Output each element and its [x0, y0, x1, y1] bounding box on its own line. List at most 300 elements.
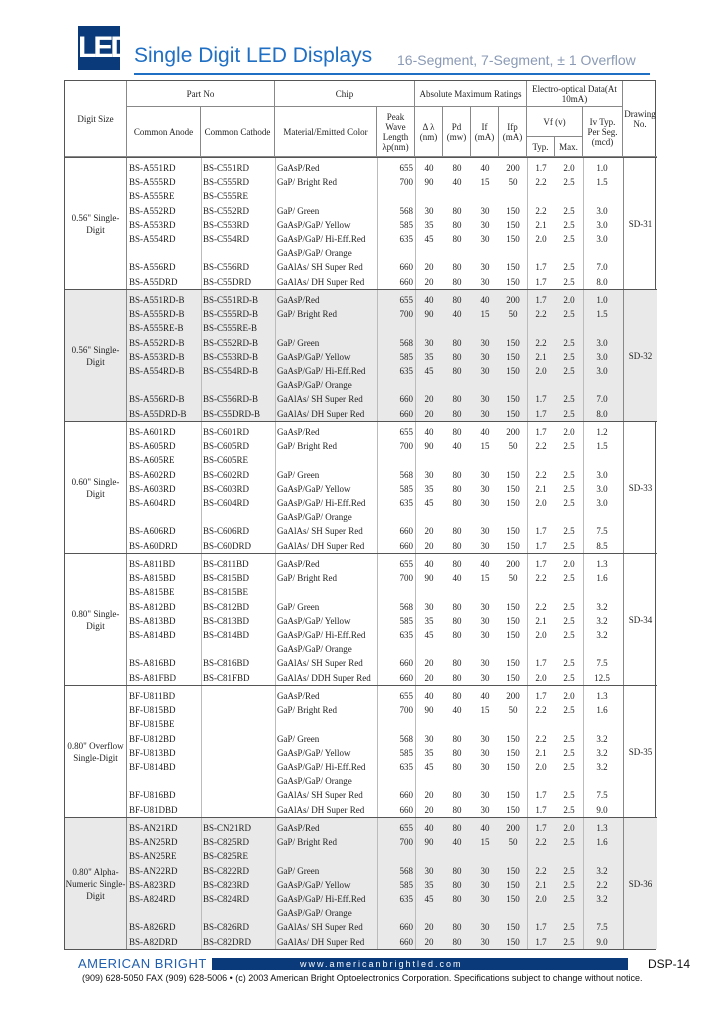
cell-material: GaAlAs/ DH Super Red: [277, 540, 365, 551]
cell-vf-typ: 2.2: [535, 733, 547, 744]
cell-cathode: BS-C553RD-B: [203, 351, 259, 362]
cell-pd: 80: [452, 483, 462, 494]
cell-ifp: 150: [506, 762, 520, 772]
cell-iv: 1.6: [596, 705, 608, 716]
cell-pd: 80: [452, 879, 462, 890]
cell-delta: 20: [424, 658, 434, 669]
cell-cathode: BS-C555RE-B: [203, 323, 258, 334]
cell-cathode: BS-C603RD: [203, 483, 250, 494]
cell-delta: 20: [424, 540, 434, 551]
cell-iv: 8.5: [596, 540, 608, 551]
cell-if: 30: [480, 498, 490, 508]
cell-cathode: BS-C554RD: [203, 234, 250, 244]
cell-ifp: 150: [506, 408, 520, 419]
cell-material: GaP/ Green: [277, 601, 320, 612]
cell-delta: 20: [424, 394, 434, 405]
cell-pd: 80: [452, 559, 462, 569]
cell-vf-max: 2.5: [563, 483, 575, 494]
cell-pd: 80: [452, 498, 462, 508]
cell-peak: 585: [399, 615, 413, 626]
cell-cathode: BS-C822RD: [203, 865, 250, 876]
cell-ifp: 150: [506, 262, 520, 273]
cell-if: 15: [480, 309, 490, 320]
cell-delta: 20: [424, 936, 434, 947]
cell-material: GaAlAs/ DH Super Red: [277, 408, 365, 419]
cell-anode: BS-A553RD-B: [129, 351, 185, 362]
cell-ifp: 150: [506, 469, 520, 480]
cell-delta: 45: [424, 894, 434, 904]
cell-cathode: BS-C825RE: [203, 851, 249, 862]
cell-iv: 3.2: [596, 894, 608, 904]
cell-vf-typ: 1.7: [535, 936, 547, 947]
cell-cathode: BS-C551RD-B: [203, 295, 259, 305]
cell-vf-typ: 2.1: [535, 483, 547, 494]
drawing-no-cell: SD-33: [623, 422, 657, 553]
cell-iv: 3.2: [596, 865, 608, 876]
cell-vf-max: 2.5: [563, 922, 575, 933]
cell-vf-max: 2.5: [563, 705, 575, 716]
cell-cathode: BS-C815BE: [203, 587, 249, 598]
cell-pd: 80: [452, 276, 462, 287]
cell-material: GaAsP/GaP/ Hi-Eff.Red: [277, 630, 366, 640]
cell-if: 40: [480, 691, 490, 701]
cell-pd: 40: [452, 441, 462, 452]
cell-vf-max: 2.5: [563, 469, 575, 480]
cell-material: GaP/ Green: [277, 337, 320, 348]
cell-vf-typ: 2.2: [535, 177, 547, 188]
cell-cathode: BS-C81FBD: [203, 672, 250, 683]
cell-if: 30: [480, 790, 490, 801]
cell-if: 40: [480, 427, 490, 437]
cell-ifp: 150: [506, 351, 520, 362]
cell-delta: 40: [424, 295, 434, 305]
footer-brand: AMERICAN BRIGHT: [78, 956, 207, 971]
cell-peak: 660: [399, 658, 413, 669]
cell-if: 30: [480, 351, 490, 362]
header-vf: Vf (v): [527, 107, 583, 137]
cell-delta: 30: [424, 865, 434, 876]
cell-pd: 80: [452, 733, 462, 744]
cell-material: GaAlAs/ DH Super Red: [277, 936, 365, 947]
cell-iv: 1.6: [596, 573, 608, 584]
cell-if: 30: [480, 630, 490, 640]
cell-cathode: BS-C825RD: [203, 837, 250, 848]
table-group: [65, 817, 657, 949]
cell-pd: 80: [452, 936, 462, 947]
cell-iv: 3.0: [596, 469, 608, 480]
digit-size-cell: 0.56" Single-Digit: [65, 158, 127, 289]
cell-anode: BS-A604RD: [129, 498, 176, 508]
cell-material: GaP/ Bright Red: [277, 573, 337, 584]
cell-iv: 8.0: [596, 408, 608, 419]
cell-delta: 30: [424, 601, 434, 612]
cell-anode: BS-A811BD: [129, 559, 176, 569]
cell-peak: 568: [399, 205, 413, 216]
cell-anode: BS-A823RD: [129, 879, 176, 890]
cell-peak: 585: [399, 219, 413, 230]
cell-peak: 660: [399, 408, 413, 419]
cell-if: 40: [480, 163, 490, 173]
cell-peak: 660: [399, 672, 413, 683]
cell-cathode: BS-C813BD: [203, 615, 250, 626]
cell-ifp: 200: [506, 691, 520, 701]
cell-material: GaAsP/GaP/ Orange: [277, 908, 352, 919]
cell-vf-max: 2.5: [563, 837, 575, 848]
cell-material: GaAsP/GaP/ Yellow: [277, 219, 351, 230]
cell-if: 40: [480, 295, 490, 305]
cell-if: 15: [480, 573, 490, 584]
cell-cathode: BS-C812BD: [203, 601, 250, 612]
cell-material: GaAsP/Red: [277, 163, 320, 173]
cell-pd: 80: [452, 295, 462, 305]
cell-cathode: BS-C554RD-B: [203, 366, 259, 376]
cell-delta: 20: [424, 922, 434, 933]
cell-ifp: 150: [506, 865, 520, 876]
cell-ifp: 150: [506, 630, 520, 640]
cell-material: GaAsP/GaP/ Orange: [277, 644, 352, 655]
cell-delta: 45: [424, 366, 434, 376]
cell-peak: 635: [399, 366, 413, 376]
cell-material: GaAsP/GaP/ Orange: [277, 380, 352, 391]
cell-peak: 700: [399, 441, 413, 452]
cell-peak: 700: [399, 705, 413, 716]
cell-ifp: 150: [506, 922, 520, 933]
cell-if: 30: [480, 469, 490, 480]
cell-delta: 40: [424, 691, 434, 701]
cell-anode: BS-A552RD-B: [129, 337, 185, 348]
cell-ifp: 200: [506, 427, 520, 437]
drawing-no-cell: SD-34: [623, 554, 657, 685]
cell-iv: 3.0: [596, 366, 608, 376]
cell-ifp: 150: [506, 733, 520, 744]
cell-anode: BS-A605RE: [129, 455, 175, 466]
cell-vf-typ: 1.7: [535, 295, 547, 305]
cell-material: GaP/ Bright Red: [277, 177, 337, 188]
cell-peak: 568: [399, 865, 413, 876]
cell-material: GaAsP/GaP/ Yellow: [277, 483, 351, 494]
cell-pd: 80: [452, 351, 462, 362]
cell-vf-max: 2.5: [563, 540, 575, 551]
cell-if: 30: [480, 865, 490, 876]
cell-vf-max: 2.0: [563, 295, 575, 305]
cell-material: GaP/ Green: [277, 865, 320, 876]
cell-peak: 655: [399, 559, 413, 569]
cell-iv: 1.2: [596, 427, 608, 437]
cell-delta: 20: [424, 804, 434, 815]
cell-ifp: 150: [506, 276, 520, 287]
cell-pd: 80: [452, 408, 462, 419]
cell-ifp: 150: [506, 672, 520, 683]
header-electro-optical: Electro-optical Data(At 10mA): [527, 81, 623, 107]
cell-anode: BS-AN22RD: [129, 865, 178, 876]
cell-iv: 3.2: [596, 733, 608, 744]
cell-delta: 20: [424, 526, 434, 537]
cell-pd: 80: [452, 601, 462, 612]
digit-size-cell: 0.80" Overflow Single-Digit: [65, 686, 127, 817]
cell-vf-max: 2.5: [563, 936, 575, 947]
header-if: If (mA): [471, 107, 499, 157]
cell-material: GaAsP/Red: [277, 295, 320, 305]
cell-anode: BF-U815BE: [129, 719, 175, 730]
cell-vf-typ: 2.2: [535, 441, 547, 452]
cell-ifp: 50: [508, 177, 518, 188]
cell-peak: 585: [399, 483, 413, 494]
cell-if: 30: [480, 234, 490, 244]
cell-anode: BS-A551RD-B: [129, 295, 185, 305]
cell-peak: 660: [399, 936, 413, 947]
cell-vf-max: 2.5: [563, 865, 575, 876]
cell-iv: 3.2: [596, 630, 608, 640]
cell-pd: 80: [452, 658, 462, 669]
cell-pd: 80: [452, 672, 462, 683]
cell-material: GaAsP/GaP/ Hi-Eff.Red: [277, 498, 366, 508]
cell-if: 30: [480, 540, 490, 551]
cell-material: GaAsP/GaP/ Hi-Eff.Red: [277, 366, 366, 376]
cell-if: 30: [480, 733, 490, 744]
cell-iv: 1.5: [596, 309, 608, 320]
cell-delta: 45: [424, 630, 434, 640]
cell-vf-typ: 1.7: [535, 691, 547, 701]
cell-iv: 3.2: [596, 747, 608, 758]
cell-anode: BF-U812BD: [129, 733, 176, 744]
cell-vf-typ: 2.1: [535, 615, 547, 626]
header-vf-max: Max.: [555, 137, 583, 157]
cell-ifp: 150: [506, 205, 520, 216]
cell-peak: 660: [399, 804, 413, 815]
cell-cathode: BS-C602RD: [203, 469, 250, 480]
cell-cathode: BS-C552RD: [203, 205, 250, 216]
cell-anode: BS-AN21RD: [129, 823, 178, 833]
cell-anode: BS-A605RD: [129, 441, 176, 452]
cell-cathode: BS-C55DRD: [203, 276, 252, 287]
cell-delta: 40: [424, 163, 434, 173]
cell-material: GaAsP/GaP/ Orange: [277, 776, 352, 787]
cell-pd: 80: [452, 337, 462, 348]
cell-material: GaAlAs/ SH Super Red: [277, 262, 363, 273]
cell-iv: 1.5: [596, 441, 608, 452]
cell-anode: BS-A82DRD: [129, 936, 178, 947]
drawing-no-cell: SD-31: [623, 158, 657, 289]
cell-material: GaAsP/GaP/ Hi-Eff.Red: [277, 762, 366, 772]
table-group: [65, 157, 657, 289]
cell-pd: 40: [452, 177, 462, 188]
cell-vf-max: 2.5: [563, 337, 575, 348]
cell-peak: 568: [399, 337, 413, 348]
cell-ifp: 150: [506, 483, 520, 494]
cell-vf-typ: 2.2: [535, 309, 547, 320]
cell-delta: 35: [424, 747, 434, 758]
cell-vf-max: 2.5: [563, 219, 575, 230]
cell-vf-max: 2.5: [563, 394, 575, 405]
cell-vf-typ: 1.7: [535, 163, 547, 173]
cell-delta: 90: [424, 837, 434, 848]
cell-ifp: 150: [506, 658, 520, 669]
cell-anode: BS-A816BD: [129, 658, 176, 669]
cell-iv: 7.5: [596, 658, 608, 669]
cell-ifp: 150: [506, 804, 520, 815]
cell-anode: BS-A606RD: [129, 526, 176, 537]
cell-material: GaAsP/GaP/ Yellow: [277, 747, 351, 758]
cell-pd: 80: [452, 234, 462, 244]
cell-anode: BS-A554RD: [129, 234, 176, 244]
cell-pd: 80: [452, 394, 462, 405]
cell-pd: 80: [452, 691, 462, 701]
cell-delta: 90: [424, 441, 434, 452]
cell-delta: 45: [424, 234, 434, 244]
cell-cathode: BS-C555RE: [203, 191, 249, 202]
cell-vf-max: 2.5: [563, 601, 575, 612]
cell-vf-max: 2.5: [563, 177, 575, 188]
header-ifp: Ifp (mA): [499, 107, 527, 157]
cell-pd: 80: [452, 823, 462, 833]
cell-peak: 568: [399, 733, 413, 744]
cell-iv: 3.0: [596, 337, 608, 348]
cell-cathode: BS-C55DRD-B: [203, 408, 261, 419]
cell-anode: BS-A815BD: [129, 573, 176, 584]
cell-cathode: BS-C556RD-B: [203, 394, 259, 405]
company-logo: LED: [78, 26, 120, 70]
cell-anode: BS-A602RD: [129, 469, 176, 480]
cell-iv: 7.0: [596, 394, 608, 405]
cell-material: GaAsP/GaP/ Yellow: [277, 879, 351, 890]
cell-iv: 3.2: [596, 762, 608, 772]
cell-anode: BF-U815BD: [129, 705, 176, 716]
header-part-no: Part No: [127, 81, 275, 107]
cell-if: 30: [480, 276, 490, 287]
cell-peak: 660: [399, 540, 413, 551]
cell-pd: 80: [452, 804, 462, 815]
table-group: [65, 289, 657, 421]
digit-size-cell: 0.60" Single-Digit: [65, 422, 127, 553]
cell-if: 30: [480, 394, 490, 405]
cell-vf-typ: 2.0: [535, 630, 547, 640]
cell-vf-max: 2.5: [563, 615, 575, 626]
cell-if: 40: [480, 823, 490, 833]
cell-ifp: 50: [508, 573, 518, 584]
cell-if: 30: [480, 526, 490, 537]
header-peak-wavelength: Peak Wave Length λp(nm): [377, 107, 415, 157]
cell-peak: 700: [399, 309, 413, 320]
cell-anode: BS-A555RE: [129, 191, 175, 202]
cell-vf-max: 2.5: [563, 630, 575, 640]
cell-delta: 20: [424, 408, 434, 419]
cell-iv: 3.0: [596, 483, 608, 494]
cell-ifp: 150: [506, 879, 520, 890]
cell-iv: 3.0: [596, 234, 608, 244]
cell-iv: 1.3: [596, 823, 608, 833]
cell-material: GaAsP/Red: [277, 691, 320, 701]
cell-anode: BF-U813BD: [129, 747, 176, 758]
cell-pd: 40: [452, 309, 462, 320]
cell-delta: 40: [424, 823, 434, 833]
cell-peak: 660: [399, 790, 413, 801]
cell-cathode: BS-C82DRD: [203, 936, 252, 947]
cell-material: GaP/ Bright Red: [277, 309, 337, 320]
header-common-anode: Common Anode: [127, 107, 201, 157]
cell-vf-typ: 1.7: [535, 922, 547, 933]
cell-cathode: BS-C811BD: [203, 559, 249, 569]
drawing-no-cell: SD-35: [623, 686, 657, 817]
cell-vf-max: 2.5: [563, 366, 575, 376]
cell-anode: BS-A55DRD-B: [129, 408, 187, 419]
cell-ifp: 200: [506, 295, 520, 305]
cell-material: GaAlAs/ SH Super Red: [277, 526, 363, 537]
cell-ifp: 150: [506, 526, 520, 537]
cell-delta: 20: [424, 276, 434, 287]
cell-peak: 568: [399, 469, 413, 480]
header-pd: Pd (mw): [443, 107, 471, 157]
cell-pd: 80: [452, 205, 462, 216]
cell-ifp: 150: [506, 601, 520, 612]
cell-delta: 40: [424, 559, 434, 569]
cell-cathode: BS-C555RD-B: [203, 309, 259, 320]
cell-if: 30: [480, 366, 490, 376]
cell-ifp: 50: [508, 441, 518, 452]
cell-vf-typ: 2.1: [535, 219, 547, 230]
cell-vf-typ: 1.7: [535, 526, 547, 537]
cell-peak: 700: [399, 177, 413, 188]
cell-iv: 3.0: [596, 498, 608, 508]
cell-material: GaAsP/GaP/ Orange: [277, 248, 352, 259]
cell-vf-typ: 2.2: [535, 865, 547, 876]
cell-delta: 35: [424, 483, 434, 494]
cell-vf-typ: 1.7: [535, 262, 547, 273]
cell-material: GaAlAs/ SH Super Red: [277, 790, 363, 801]
cell-vf-typ: 1.7: [535, 658, 547, 669]
cell-if: 30: [480, 601, 490, 612]
cell-peak: 585: [399, 747, 413, 758]
cell-if: 30: [480, 672, 490, 683]
cell-ifp: 200: [506, 559, 520, 569]
cell-anode: BS-A81FBD: [129, 672, 177, 683]
cell-anode: BS-AN25RD: [129, 837, 178, 848]
cell-cathode: BS-C606RD: [203, 526, 250, 537]
cell-cathode: BS-CN21RD: [203, 823, 252, 833]
cell-anode: BS-A551RD: [129, 163, 176, 173]
page-subtitle: 16-Segment, 7-Segment, ± 1 Overflow: [397, 52, 636, 68]
cell-vf-max: 2.5: [563, 262, 575, 273]
cell-vf-typ: 2.2: [535, 205, 547, 216]
cell-anode: BF-U816BD: [129, 790, 176, 801]
cell-vf-max: 2.5: [563, 658, 575, 669]
digit-size-cell: 0.56" Single-Digit: [65, 290, 127, 421]
cell-vf-max: 2.5: [563, 526, 575, 537]
cell-vf-max: 2.5: [563, 762, 575, 772]
cell-ifp: 150: [506, 219, 520, 230]
cell-vf-max: 2.0: [563, 559, 575, 569]
cell-material: GaP/ Green: [277, 469, 320, 480]
cell-ifp: 200: [506, 823, 520, 833]
cell-peak: 635: [399, 630, 413, 640]
cell-vf-max: 2.0: [563, 823, 575, 833]
cell-vf-max: 2.5: [563, 804, 575, 815]
cell-material: GaP/ Green: [277, 733, 320, 744]
cell-iv: 7.5: [596, 922, 608, 933]
cell-anode: BS-A815BE: [129, 587, 175, 598]
cell-peak: 635: [399, 234, 413, 244]
cell-peak: 660: [399, 276, 413, 287]
cell-iv: 3.0: [596, 219, 608, 230]
cell-pd: 80: [452, 630, 462, 640]
cell-iv: 2.2: [596, 879, 608, 890]
cell-delta: 90: [424, 573, 434, 584]
cell-peak: 660: [399, 526, 413, 537]
cell-pd: 80: [452, 865, 462, 876]
cell-peak: 660: [399, 922, 413, 933]
cell-vf-typ: 2.0: [535, 672, 547, 683]
cell-material: GaP/ Green: [277, 205, 320, 216]
cell-ifp: 150: [506, 790, 520, 801]
